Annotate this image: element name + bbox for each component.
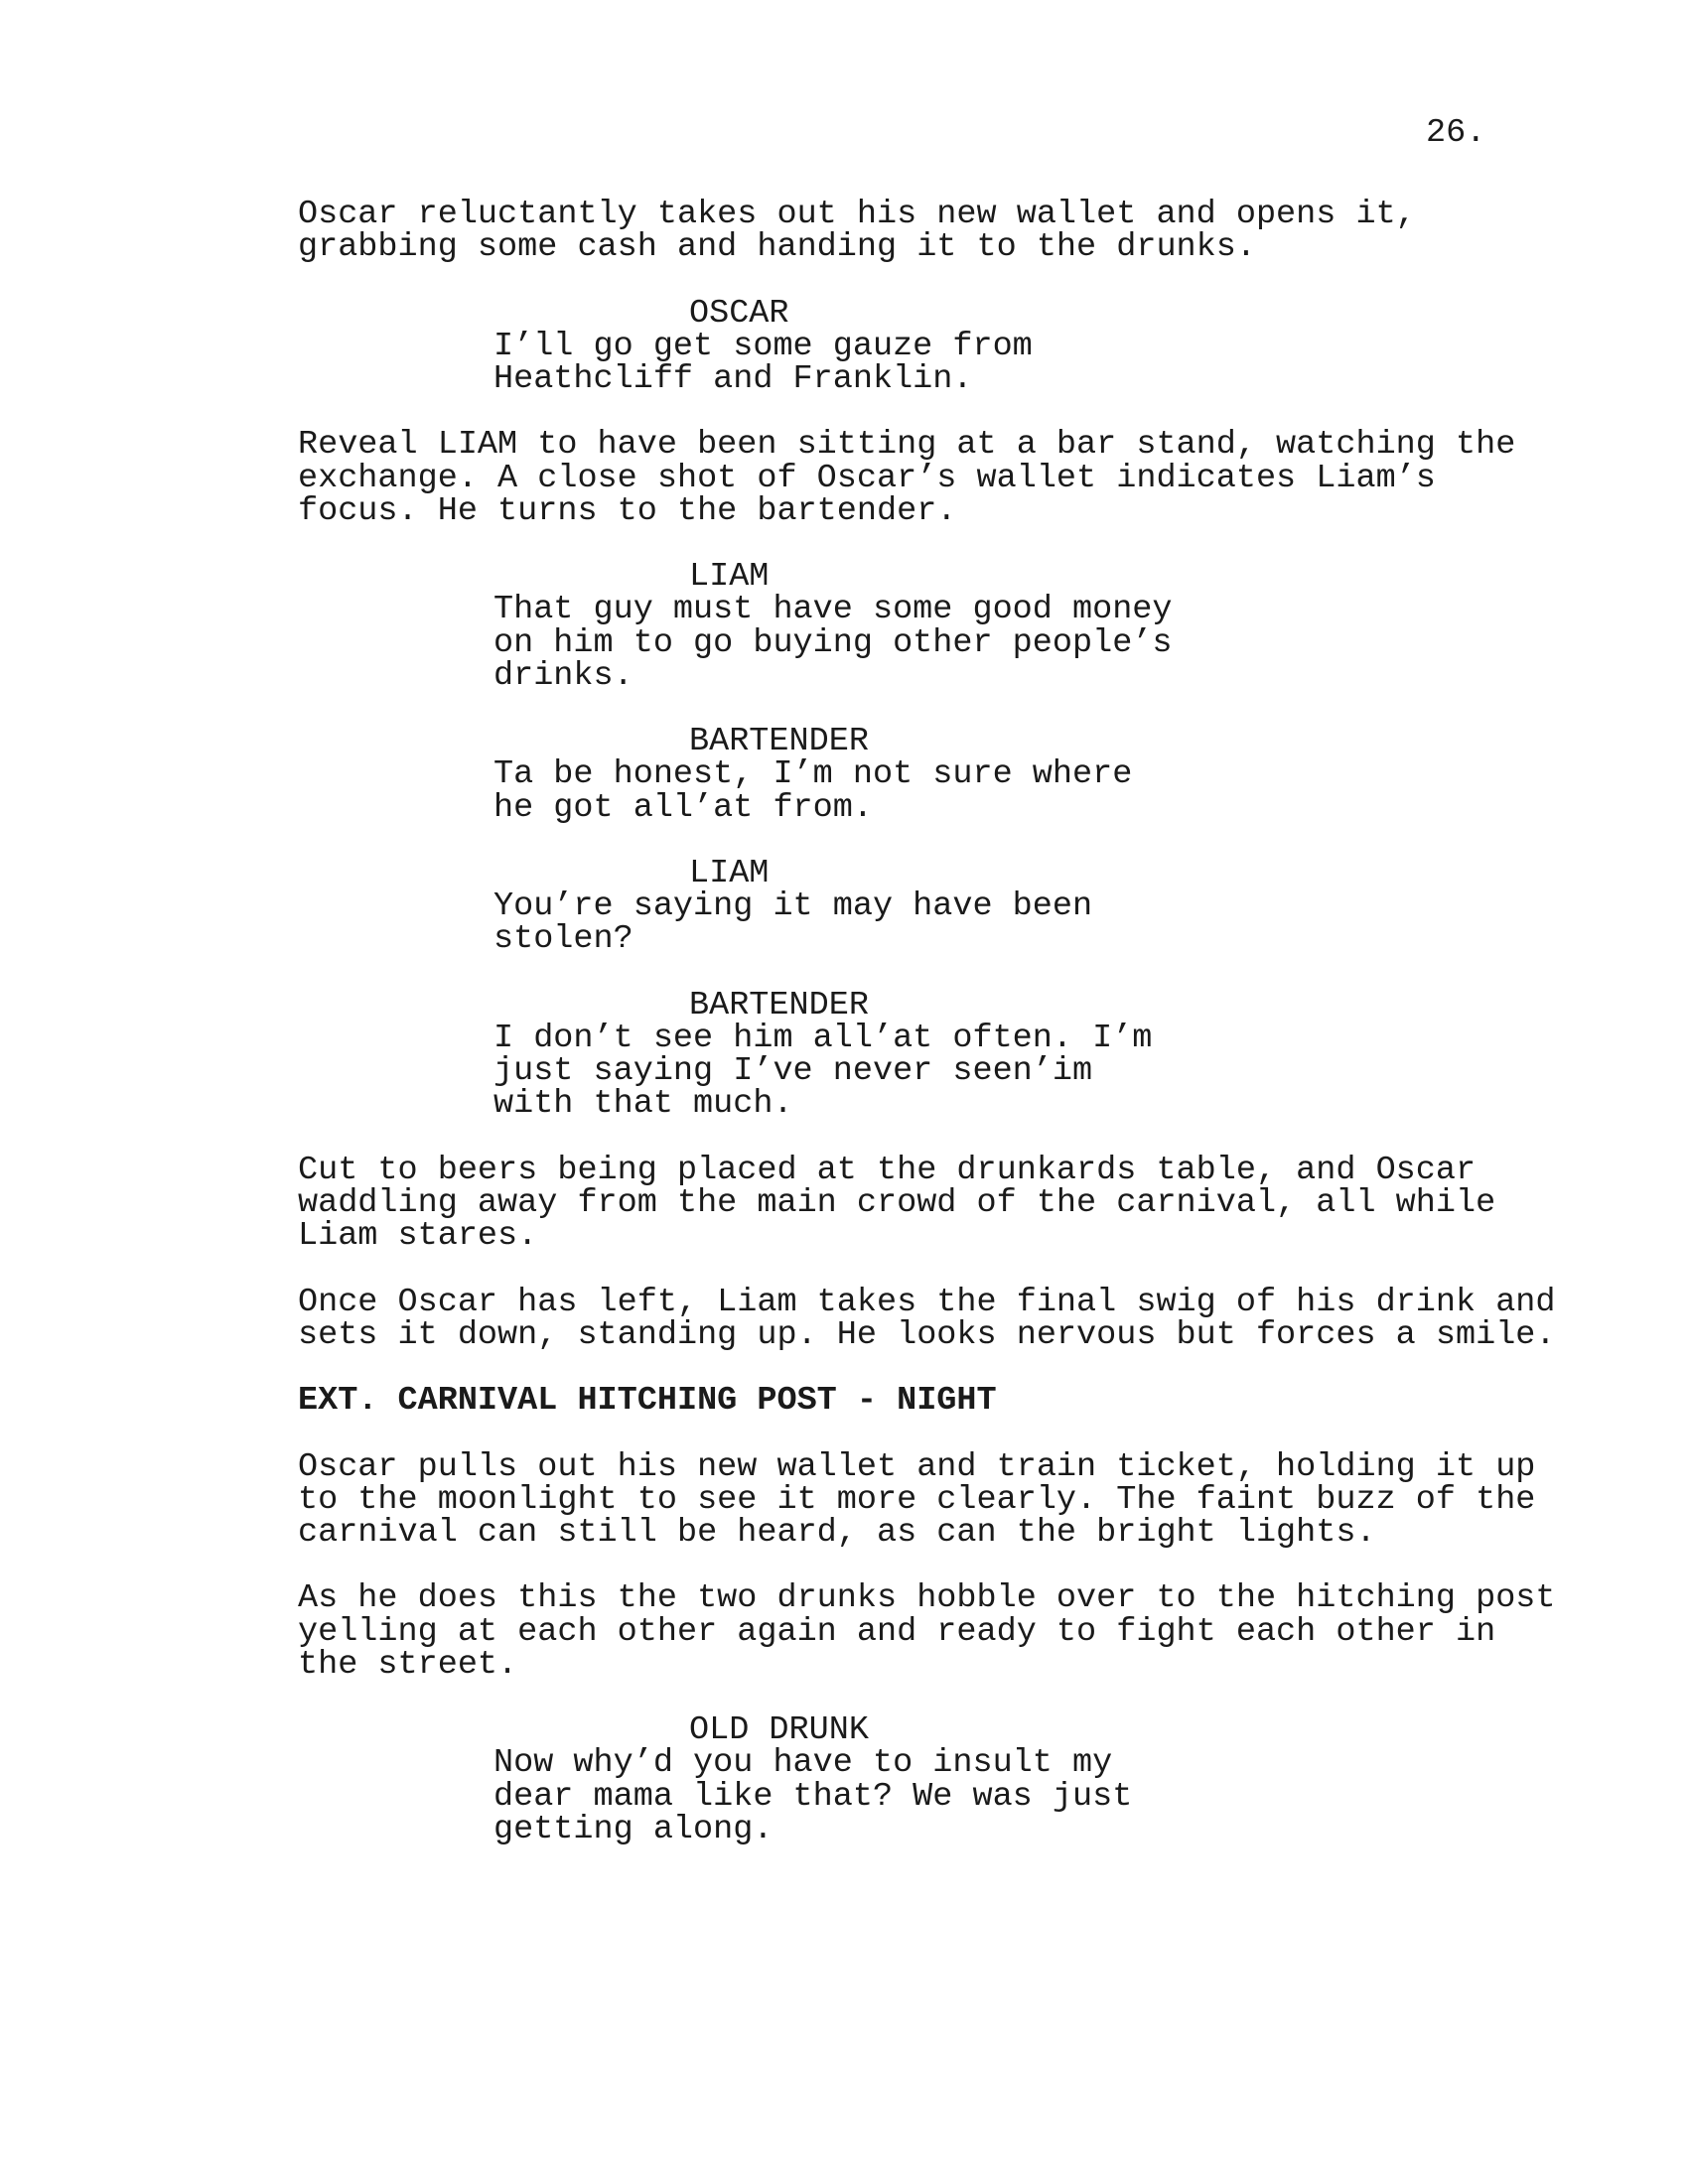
character-name: BARTENDER	[689, 986, 869, 1024]
action-line: Oscar pulls out his new wallet and train ticket, holding it up to the moonlight to see it more clearly. The faint buzz of the carnival can still be heard, as can the bright lights.	[298, 1447, 1536, 1552]
character-name: LIAM	[689, 558, 770, 597]
action-line: Oscar reluctantly takes out his new wallet and opens it, grabbing some cash and handing it to the drunks.	[298, 196, 1416, 267]
action-line: Cut to beers being placed at the drunkards table, and Oscar waddling away from the main crowd of the carnival, all while Liam stares.	[298, 1151, 1496, 1256]
dialogue-block	[298, 986, 1589, 1124]
page-number: 26.	[1426, 114, 1486, 152]
dialogue-block	[298, 558, 1589, 695]
character-name: LIAM	[689, 854, 770, 892]
dialogue-block	[298, 1711, 1589, 1848]
scene-heading: EXT. CARNIVAL HITCHING POST - NIGHT	[298, 1382, 997, 1421]
dialogue-text: Now why’d you have to insult my dear mama like that? We was just getting along.	[493, 1744, 1133, 1848]
character-name: BARTENDER	[689, 723, 869, 761]
action-line: Reveal LIAM to have been sitting at a bar stand, watching the exchange. A close shot of Oscar’s wallet indicates Liam’s focus. He turns to the bartender.	[298, 426, 1516, 530]
dialogue-block	[298, 723, 1589, 827]
dialogue-text: That guy must have some good money on him to go buying other people’s drinks.	[493, 591, 1173, 695]
dialogue-text: I don’t see him all’at often. I’m just saying I’ve never seen’im with that much.	[493, 1019, 1153, 1124]
dialogue-block	[298, 854, 1589, 959]
character-name: OLD DRUNK	[689, 1711, 869, 1750]
dialogue-block	[298, 294, 1589, 398]
action-line: As he does this the two drunks hobble over to the hitching post yelling at each other again and ready to fight each other in the street.	[298, 1579, 1556, 1684]
dialogue-text: You’re saying it may have been stolen?	[493, 887, 1093, 959]
dialogue-text: I’ll go get some gauze from Heathcliff and Franklin.	[493, 327, 1033, 398]
character-name: OSCAR	[689, 294, 789, 333]
action-line: Once Oscar has left, Liam takes the final swig of his drink and sets it down, standing up. He looks nervous but forces a smile.	[298, 1283, 1556, 1354]
screenplay-body	[298, 196, 1589, 1879]
dialogue-text: Ta be honest, I’m not sure where he got all’at from.	[493, 755, 1133, 827]
